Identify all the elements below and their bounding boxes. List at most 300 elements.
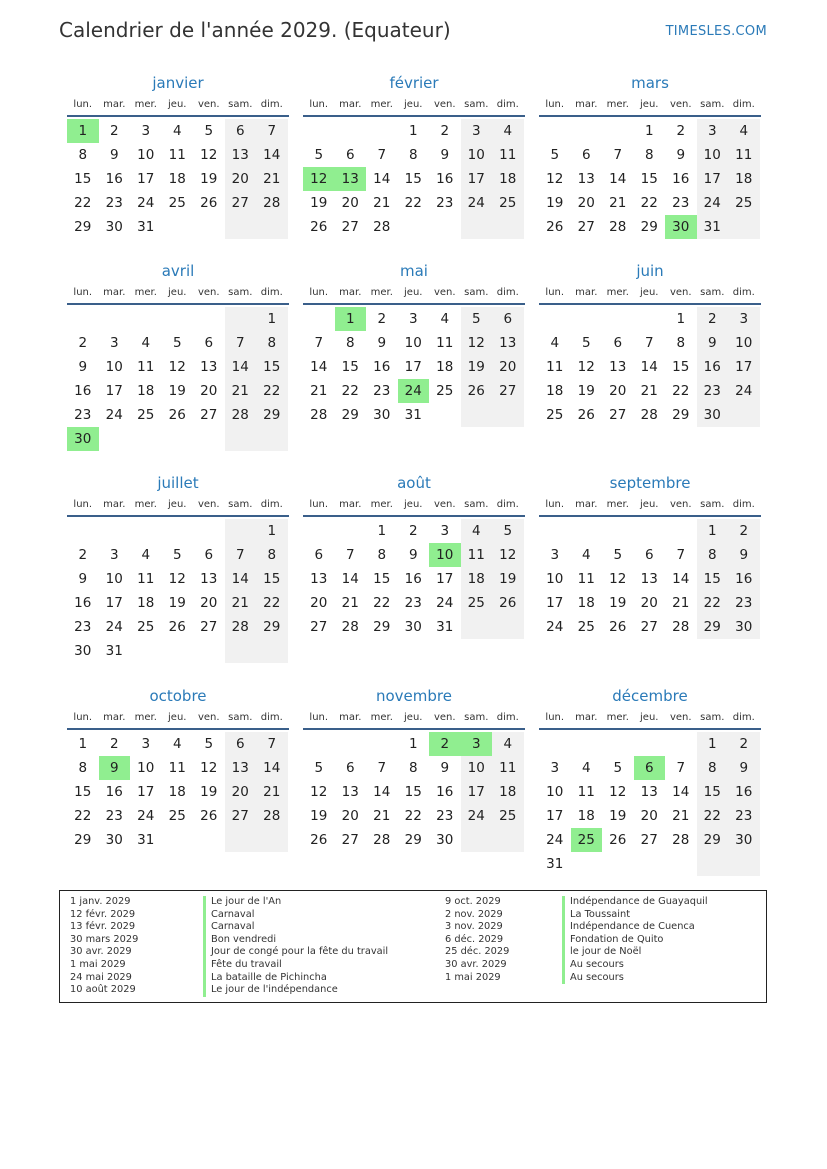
day-cell[interactable]: 9 bbox=[78, 359, 88, 375]
day-cell[interactable]: 21 bbox=[373, 808, 391, 824]
day-cell[interactable]: 7 bbox=[644, 335, 654, 351]
day-cell[interactable]: 28 bbox=[310, 407, 328, 423]
day-cell[interactable]: 28 bbox=[225, 403, 257, 427]
day-cell[interactable]: 31 bbox=[404, 407, 422, 423]
day-cell[interactable]: 1 bbox=[697, 519, 729, 543]
day-cell[interactable]: 13 bbox=[341, 784, 359, 800]
day-cell[interactable]: 1 bbox=[697, 732, 729, 756]
day-cell[interactable]: 10 bbox=[404, 335, 422, 351]
day-cell[interactable]: 16 bbox=[672, 171, 690, 187]
day-cell[interactable]: 19 bbox=[200, 171, 218, 187]
holiday-day-cell[interactable]: 3 bbox=[461, 732, 493, 756]
day-cell[interactable]: 16 bbox=[436, 171, 454, 187]
day-cell[interactable]: 22 bbox=[373, 595, 391, 611]
day-cell[interactable]: 26 bbox=[577, 407, 595, 423]
day-cell[interactable]: 19 bbox=[310, 195, 328, 211]
day-cell[interactable]: 6 bbox=[492, 307, 524, 331]
day-cell[interactable]: 17 bbox=[436, 571, 454, 587]
day-cell[interactable]: 19 bbox=[577, 383, 595, 399]
day-cell[interactable]: 7 bbox=[314, 335, 324, 351]
day-cell[interactable]: 28 bbox=[256, 804, 288, 828]
day-cell[interactable]: 5 bbox=[550, 147, 560, 163]
day-cell[interactable]: 2 bbox=[78, 547, 88, 563]
day-cell[interactable]: 7 bbox=[613, 147, 623, 163]
day-cell[interactable]: 3 bbox=[728, 307, 760, 331]
day-cell[interactable]: 30 bbox=[697, 403, 729, 427]
day-cell[interactable]: 19 bbox=[310, 808, 328, 824]
day-cell[interactable]: 12 bbox=[546, 171, 564, 187]
day-cell[interactable]: 18 bbox=[168, 784, 186, 800]
day-cell[interactable]: 30 bbox=[105, 832, 123, 848]
day-cell[interactable]: 2 bbox=[728, 732, 760, 756]
day-cell[interactable]: 17 bbox=[697, 167, 729, 191]
day-cell[interactable]: 26 bbox=[461, 379, 493, 403]
day-cell[interactable]: 15 bbox=[404, 784, 422, 800]
day-cell[interactable]: 21 bbox=[225, 591, 257, 615]
day-cell[interactable]: 21 bbox=[672, 595, 690, 611]
day-cell[interactable]: 28 bbox=[341, 619, 359, 635]
day-cell[interactable]: 2 bbox=[697, 307, 729, 331]
day-cell[interactable]: 15 bbox=[373, 571, 391, 587]
day-cell[interactable]: 22 bbox=[404, 195, 422, 211]
holiday-day-cell[interactable]: 30 bbox=[67, 427, 99, 451]
day-cell[interactable]: 29 bbox=[404, 832, 422, 848]
day-cell[interactable]: 25 bbox=[492, 191, 524, 215]
day-cell[interactable]: 8 bbox=[697, 543, 729, 567]
day-cell[interactable]: 27 bbox=[310, 619, 328, 635]
day-cell[interactable]: 28 bbox=[609, 219, 627, 235]
day-cell[interactable]: 22 bbox=[404, 808, 422, 824]
day-cell[interactable]: 23 bbox=[436, 808, 454, 824]
day-cell[interactable]: 23 bbox=[672, 195, 690, 211]
day-cell[interactable]: 23 bbox=[74, 407, 92, 423]
day-cell[interactable]: 28 bbox=[373, 219, 391, 235]
day-cell[interactable]: 1 bbox=[78, 736, 88, 752]
day-cell[interactable]: 10 bbox=[105, 571, 123, 587]
day-cell[interactable]: 28 bbox=[373, 832, 391, 848]
day-cell[interactable]: 5 bbox=[172, 335, 182, 351]
day-cell[interactable]: 22 bbox=[640, 195, 658, 211]
day-cell[interactable]: 8 bbox=[676, 335, 686, 351]
day-cell[interactable]: 3 bbox=[461, 119, 493, 143]
day-cell[interactable]: 28 bbox=[672, 832, 690, 848]
holiday-day-cell[interactable]: 9 bbox=[99, 756, 131, 780]
day-cell[interactable]: 30 bbox=[728, 615, 760, 639]
day-cell[interactable]: 17 bbox=[105, 383, 123, 399]
day-cell[interactable]: 10 bbox=[546, 784, 564, 800]
day-cell[interactable]: 8 bbox=[345, 335, 355, 351]
day-cell[interactable]: 11 bbox=[137, 571, 155, 587]
day-cell[interactable]: 2 bbox=[109, 123, 119, 139]
day-cell[interactable]: 4 bbox=[172, 123, 182, 139]
day-cell[interactable]: 20 bbox=[200, 595, 218, 611]
day-cell[interactable]: 19 bbox=[546, 195, 564, 211]
day-cell[interactable]: 5 bbox=[314, 147, 324, 163]
holiday-day-cell[interactable]: 6 bbox=[634, 756, 666, 780]
day-cell[interactable]: 13 bbox=[225, 756, 257, 780]
day-cell[interactable]: 6 bbox=[225, 732, 257, 756]
holiday-day-cell[interactable]: 1 bbox=[335, 307, 367, 331]
day-cell[interactable]: 4 bbox=[492, 119, 524, 143]
day-cell[interactable]: 25 bbox=[546, 407, 564, 423]
day-cell[interactable]: 26 bbox=[310, 219, 328, 235]
day-cell[interactable]: 7 bbox=[377, 760, 387, 776]
day-cell[interactable]: 11 bbox=[492, 143, 524, 167]
day-cell[interactable]: 14 bbox=[373, 171, 391, 187]
day-cell[interactable]: 5 bbox=[581, 335, 591, 351]
day-cell[interactable]: 13 bbox=[310, 571, 328, 587]
day-cell[interactable]: 8 bbox=[408, 760, 418, 776]
day-cell[interactable]: 26 bbox=[310, 832, 328, 848]
day-cell[interactable]: 4 bbox=[461, 519, 493, 543]
holiday-day-cell[interactable]: 12 bbox=[303, 167, 335, 191]
day-cell[interactable]: 26 bbox=[168, 407, 186, 423]
holiday-day-cell[interactable]: 1 bbox=[67, 119, 99, 143]
day-cell[interactable]: 17 bbox=[461, 780, 493, 804]
day-cell[interactable]: 23 bbox=[697, 379, 729, 403]
day-cell[interactable]: 2 bbox=[408, 523, 418, 539]
day-cell[interactable]: 22 bbox=[341, 383, 359, 399]
day-cell[interactable]: 14 bbox=[672, 784, 690, 800]
day-cell[interactable]: 13 bbox=[609, 359, 627, 375]
day-cell[interactable]: 29 bbox=[74, 832, 92, 848]
day-cell[interactable]: 23 bbox=[373, 383, 391, 399]
day-cell[interactable]: 25 bbox=[137, 407, 155, 423]
day-cell[interactable]: 30 bbox=[404, 619, 422, 635]
day-cell[interactable]: 28 bbox=[256, 191, 288, 215]
day-cell[interactable]: 10 bbox=[461, 143, 493, 167]
holiday-day-cell[interactable]: 25 bbox=[571, 828, 603, 852]
day-cell[interactable]: 12 bbox=[609, 784, 627, 800]
day-cell[interactable]: 3 bbox=[109, 547, 119, 563]
holiday-day-cell[interactable]: 24 bbox=[398, 379, 430, 403]
day-cell[interactable]: 8 bbox=[408, 147, 418, 163]
day-cell[interactable]: 29 bbox=[672, 407, 690, 423]
day-cell[interactable]: 22 bbox=[697, 804, 729, 828]
day-cell[interactable]: 24 bbox=[105, 407, 123, 423]
day-cell[interactable]: 15 bbox=[74, 171, 92, 187]
day-cell[interactable]: 6 bbox=[613, 335, 623, 351]
day-cell[interactable]: 29 bbox=[74, 219, 92, 235]
day-cell[interactable]: 1 bbox=[408, 123, 418, 139]
day-cell[interactable]: 30 bbox=[105, 219, 123, 235]
day-cell[interactable]: 21 bbox=[609, 195, 627, 211]
day-cell[interactable]: 27 bbox=[225, 191, 257, 215]
day-cell[interactable]: 20 bbox=[609, 383, 627, 399]
day-cell[interactable]: 9 bbox=[728, 543, 760, 567]
day-cell[interactable]: 13 bbox=[225, 143, 257, 167]
day-cell[interactable]: 17 bbox=[546, 595, 564, 611]
day-cell[interactable]: 11 bbox=[577, 784, 595, 800]
day-cell[interactable]: 9 bbox=[676, 147, 686, 163]
day-cell[interactable]: 9 bbox=[109, 147, 119, 163]
day-cell[interactable]: 4 bbox=[728, 119, 760, 143]
day-cell[interactable]: 20 bbox=[492, 355, 524, 379]
day-cell[interactable]: 29 bbox=[640, 219, 658, 235]
day-cell[interactable]: 11 bbox=[168, 760, 186, 776]
day-cell[interactable]: 16 bbox=[105, 171, 123, 187]
day-cell[interactable]: 9 bbox=[728, 756, 760, 780]
day-cell[interactable]: 5 bbox=[204, 736, 214, 752]
day-cell[interactable]: 15 bbox=[404, 171, 422, 187]
day-cell[interactable]: 5 bbox=[613, 547, 623, 563]
day-cell[interactable]: 27 bbox=[609, 407, 627, 423]
day-cell[interactable]: 7 bbox=[256, 119, 288, 143]
day-cell[interactable]: 3 bbox=[141, 736, 151, 752]
day-cell[interactable]: 6 bbox=[314, 547, 324, 563]
day-cell[interactable]: 17 bbox=[137, 784, 155, 800]
day-cell[interactable]: 21 bbox=[310, 383, 328, 399]
day-cell[interactable]: 26 bbox=[609, 832, 627, 848]
day-cell[interactable]: 8 bbox=[256, 331, 288, 355]
day-cell[interactable]: 15 bbox=[74, 784, 92, 800]
day-cell[interactable]: 11 bbox=[546, 359, 564, 375]
day-cell[interactable]: 30 bbox=[728, 828, 760, 852]
day-cell[interactable]: 29 bbox=[373, 619, 391, 635]
day-cell[interactable]: 15 bbox=[640, 171, 658, 187]
day-cell[interactable]: 7 bbox=[676, 760, 686, 776]
day-cell[interactable]: 11 bbox=[728, 143, 760, 167]
day-cell[interactable]: 12 bbox=[310, 784, 328, 800]
day-cell[interactable]: 20 bbox=[200, 383, 218, 399]
holiday-day-cell[interactable]: 10 bbox=[429, 543, 461, 567]
day-cell[interactable]: 4 bbox=[141, 335, 151, 351]
day-cell[interactable]: 8 bbox=[697, 756, 729, 780]
day-cell[interactable]: 3 bbox=[440, 523, 450, 539]
day-cell[interactable]: 31 bbox=[546, 856, 564, 872]
day-cell[interactable]: 4 bbox=[141, 547, 151, 563]
day-cell[interactable]: 3 bbox=[109, 335, 119, 351]
day-cell[interactable]: 19 bbox=[200, 784, 218, 800]
day-cell[interactable]: 9 bbox=[408, 547, 418, 563]
day-cell[interactable]: 31 bbox=[436, 619, 454, 635]
day-cell[interactable]: 24 bbox=[137, 808, 155, 824]
holiday-day-cell[interactable]: 2 bbox=[429, 732, 461, 756]
day-cell[interactable]: 3 bbox=[550, 760, 560, 776]
day-cell[interactable]: 31 bbox=[137, 832, 155, 848]
day-cell[interactable]: 31 bbox=[697, 215, 729, 239]
day-cell[interactable]: 18 bbox=[492, 167, 524, 191]
day-cell[interactable]: 5 bbox=[492, 519, 524, 543]
day-cell[interactable]: 7 bbox=[345, 547, 355, 563]
day-cell[interactable]: 14 bbox=[256, 143, 288, 167]
day-cell[interactable]: 5 bbox=[204, 123, 214, 139]
day-cell[interactable]: 15 bbox=[256, 567, 288, 591]
day-cell[interactable]: 6 bbox=[581, 147, 591, 163]
day-cell[interactable]: 13 bbox=[200, 571, 218, 587]
holiday-day-cell[interactable]: 13 bbox=[335, 167, 367, 191]
day-cell[interactable]: 27 bbox=[200, 619, 218, 635]
day-cell[interactable]: 25 bbox=[168, 195, 186, 211]
day-cell[interactable]: 18 bbox=[137, 595, 155, 611]
day-cell[interactable]: 23 bbox=[404, 595, 422, 611]
day-cell[interactable]: 28 bbox=[672, 619, 690, 635]
day-cell[interactable]: 14 bbox=[341, 571, 359, 587]
day-cell[interactable]: 6 bbox=[345, 760, 355, 776]
day-cell[interactable]: 26 bbox=[609, 619, 627, 635]
day-cell[interactable]: 12 bbox=[168, 571, 186, 587]
day-cell[interactable]: 18 bbox=[137, 383, 155, 399]
day-cell[interactable]: 7 bbox=[225, 543, 257, 567]
day-cell[interactable]: 27 bbox=[492, 379, 524, 403]
day-cell[interactable]: 17 bbox=[461, 167, 493, 191]
day-cell[interactable]: 14 bbox=[373, 784, 391, 800]
day-cell[interactable]: 26 bbox=[200, 808, 218, 824]
day-cell[interactable]: 27 bbox=[640, 619, 658, 635]
day-cell[interactable]: 24 bbox=[137, 195, 155, 211]
day-cell[interactable]: 18 bbox=[546, 383, 564, 399]
day-cell[interactable]: 30 bbox=[74, 643, 92, 659]
holiday-day-cell[interactable]: 30 bbox=[665, 215, 697, 239]
day-cell[interactable]: 10 bbox=[137, 147, 155, 163]
day-cell[interactable]: 19 bbox=[609, 808, 627, 824]
day-cell[interactable]: 22 bbox=[74, 195, 92, 211]
day-cell[interactable]: 1 bbox=[377, 523, 387, 539]
day-cell[interactable]: 10 bbox=[461, 756, 493, 780]
day-cell[interactable]: 25 bbox=[168, 808, 186, 824]
day-cell[interactable]: 6 bbox=[345, 147, 355, 163]
day-cell[interactable]: 14 bbox=[609, 171, 627, 187]
day-cell[interactable]: 20 bbox=[225, 167, 257, 191]
day-cell[interactable]: 24 bbox=[461, 804, 493, 828]
day-cell[interactable]: 29 bbox=[697, 828, 729, 852]
day-cell[interactable]: 19 bbox=[168, 595, 186, 611]
day-cell[interactable]: 15 bbox=[341, 359, 359, 375]
day-cell[interactable]: 6 bbox=[204, 547, 214, 563]
day-cell[interactable]: 16 bbox=[436, 784, 454, 800]
day-cell[interactable]: 7 bbox=[676, 547, 686, 563]
day-cell[interactable]: 24 bbox=[728, 379, 760, 403]
day-cell[interactable]: 29 bbox=[256, 615, 288, 639]
day-cell[interactable]: 8 bbox=[78, 760, 88, 776]
day-cell[interactable]: 24 bbox=[546, 619, 564, 635]
day-cell[interactable]: 23 bbox=[74, 619, 92, 635]
day-cell[interactable]: 9 bbox=[697, 331, 729, 355]
day-cell[interactable]: 16 bbox=[697, 355, 729, 379]
day-cell[interactable]: 17 bbox=[728, 355, 760, 379]
day-cell[interactable]: 16 bbox=[728, 567, 760, 591]
day-cell[interactable]: 15 bbox=[697, 780, 729, 804]
day-cell[interactable]: 1 bbox=[676, 311, 686, 327]
day-cell[interactable]: 3 bbox=[550, 547, 560, 563]
day-cell[interactable]: 1 bbox=[644, 123, 654, 139]
day-cell[interactable]: 18 bbox=[577, 808, 595, 824]
day-cell[interactable]: 25 bbox=[461, 591, 493, 615]
day-cell[interactable]: 18 bbox=[728, 167, 760, 191]
day-cell[interactable]: 29 bbox=[341, 407, 359, 423]
day-cell[interactable]: 20 bbox=[577, 195, 595, 211]
day-cell[interactable]: 17 bbox=[404, 359, 422, 375]
day-cell[interactable]: 23 bbox=[105, 195, 123, 211]
day-cell[interactable]: 9 bbox=[377, 335, 387, 351]
day-cell[interactable]: 27 bbox=[341, 832, 359, 848]
day-cell[interactable]: 16 bbox=[373, 359, 391, 375]
day-cell[interactable]: 24 bbox=[697, 191, 729, 215]
day-cell[interactable]: 11 bbox=[436, 335, 454, 351]
day-cell[interactable]: 14 bbox=[225, 355, 257, 379]
day-cell[interactable]: 23 bbox=[105, 808, 123, 824]
day-cell[interactable]: 19 bbox=[492, 567, 524, 591]
day-cell[interactable]: 21 bbox=[256, 780, 288, 804]
day-cell[interactable]: 1 bbox=[256, 307, 288, 331]
day-cell[interactable]: 2 bbox=[676, 123, 686, 139]
day-cell[interactable]: 17 bbox=[105, 595, 123, 611]
day-cell[interactable]: 1 bbox=[256, 519, 288, 543]
day-cell[interactable]: 19 bbox=[461, 355, 493, 379]
day-cell[interactable]: 4 bbox=[172, 736, 182, 752]
day-cell[interactable]: 15 bbox=[256, 355, 288, 379]
day-cell[interactable]: 13 bbox=[200, 359, 218, 375]
day-cell[interactable]: 4 bbox=[550, 335, 560, 351]
day-cell[interactable]: 5 bbox=[613, 760, 623, 776]
day-cell[interactable]: 8 bbox=[377, 547, 387, 563]
day-cell[interactable]: 2 bbox=[377, 311, 387, 327]
day-cell[interactable]: 17 bbox=[137, 171, 155, 187]
day-cell[interactable]: 11 bbox=[137, 359, 155, 375]
day-cell[interactable]: 12 bbox=[200, 760, 218, 776]
day-cell[interactable]: 9 bbox=[78, 571, 88, 587]
day-cell[interactable]: 2 bbox=[728, 519, 760, 543]
day-cell[interactable]: 11 bbox=[492, 756, 524, 780]
day-cell[interactable]: 7 bbox=[377, 147, 387, 163]
day-cell[interactable]: 21 bbox=[640, 383, 658, 399]
day-cell[interactable]: 6 bbox=[204, 335, 214, 351]
day-cell[interactable]: 23 bbox=[728, 591, 760, 615]
day-cell[interactable]: 12 bbox=[577, 359, 595, 375]
day-cell[interactable]: 4 bbox=[581, 547, 591, 563]
day-cell[interactable]: 22 bbox=[256, 379, 288, 403]
day-cell[interactable]: 8 bbox=[256, 543, 288, 567]
day-cell[interactable]: 23 bbox=[728, 804, 760, 828]
day-cell[interactable]: 20 bbox=[310, 595, 328, 611]
day-cell[interactable]: 25 bbox=[492, 804, 524, 828]
day-cell[interactable]: 12 bbox=[168, 359, 186, 375]
day-cell[interactable]: 21 bbox=[373, 195, 391, 211]
day-cell[interactable]: 31 bbox=[137, 219, 155, 235]
day-cell[interactable]: 3 bbox=[697, 119, 729, 143]
day-cell[interactable]: 22 bbox=[74, 808, 92, 824]
day-cell[interactable]: 13 bbox=[492, 331, 524, 355]
day-cell[interactable]: 13 bbox=[640, 571, 658, 587]
day-cell[interactable]: 20 bbox=[225, 780, 257, 804]
day-cell[interactable]: 20 bbox=[341, 808, 359, 824]
day-cell[interactable]: 3 bbox=[408, 311, 418, 327]
day-cell[interactable]: 26 bbox=[492, 591, 524, 615]
day-cell[interactable]: 29 bbox=[697, 615, 729, 639]
day-cell[interactable]: 5 bbox=[461, 307, 493, 331]
day-cell[interactable]: 18 bbox=[168, 171, 186, 187]
day-cell[interactable]: 24 bbox=[461, 191, 493, 215]
day-cell[interactable]: 11 bbox=[168, 147, 186, 163]
day-cell[interactable]: 6 bbox=[644, 547, 654, 563]
day-cell[interactable]: 21 bbox=[225, 379, 257, 403]
day-cell[interactable]: 5 bbox=[172, 547, 182, 563]
day-cell[interactable]: 27 bbox=[225, 804, 257, 828]
day-cell[interactable]: 10 bbox=[105, 359, 123, 375]
day-cell[interactable]: 29 bbox=[256, 403, 288, 427]
day-cell[interactable]: 18 bbox=[461, 567, 493, 591]
day-cell[interactable]: 12 bbox=[492, 543, 524, 567]
day-cell[interactable]: 20 bbox=[640, 595, 658, 611]
day-cell[interactable]: 24 bbox=[546, 832, 564, 848]
day-cell[interactable]: 2 bbox=[440, 123, 450, 139]
day-cell[interactable]: 8 bbox=[78, 147, 88, 163]
day-cell[interactable]: 16 bbox=[74, 383, 92, 399]
day-cell[interactable]: 30 bbox=[373, 407, 391, 423]
day-cell[interactable]: 26 bbox=[200, 195, 218, 211]
day-cell[interactable]: 16 bbox=[404, 571, 422, 587]
day-cell[interactable]: 25 bbox=[137, 619, 155, 635]
